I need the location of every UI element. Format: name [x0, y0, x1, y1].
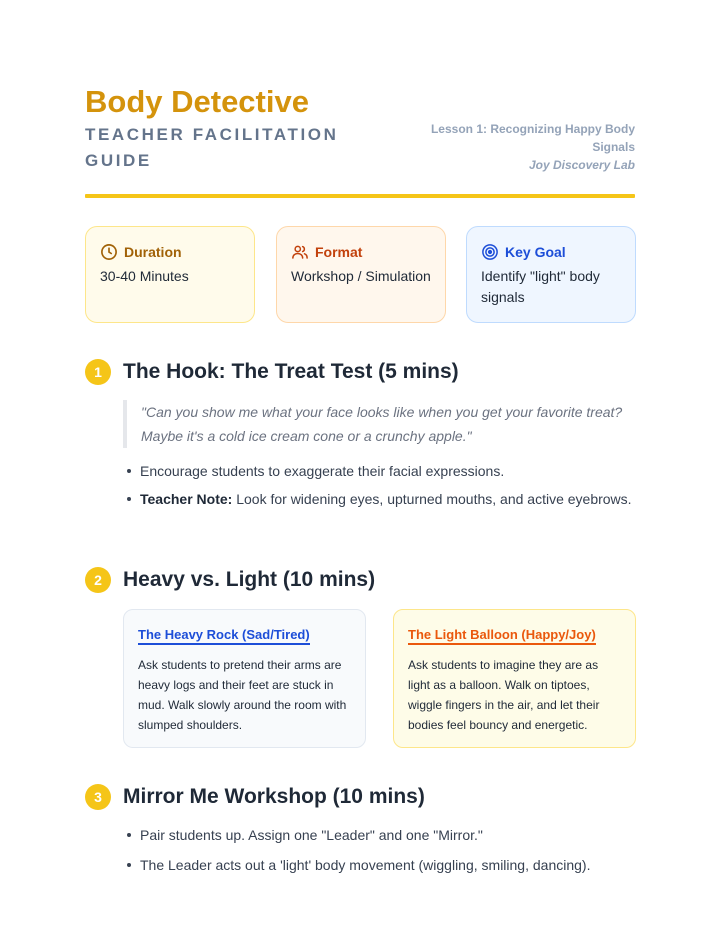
section-2-heading: [85, 567, 375, 593]
section-title: Mirror Me Workshop (10 mins): [123, 785, 425, 808]
duration-label: Duration: [124, 244, 182, 260]
section-number-badge: 3: [85, 784, 111, 810]
page-subtitle: TEACHER FACILITATION GUIDE: [85, 125, 339, 170]
section-3-heading: [85, 784, 425, 810]
list-item: Pair students up. Assign one "Leader" and one "Mirror.": [123, 824, 643, 846]
light-balloon-title: The Light Balloon (Happy/Joy): [408, 627, 596, 645]
header-divider: [85, 194, 635, 198]
lesson-title: Lesson 1: Recognizing Happy Body Signals: [430, 122, 635, 154]
clock-icon: [100, 243, 118, 261]
list-item: The Leader acts out a 'light' body movement (wiggling, smiling, dancing).: [123, 854, 643, 876]
section-number-badge: 1: [85, 359, 111, 385]
light-balloon-text: Ask students to imagine they are as light as a balloon. Walk on tiptoes, wiggle fingers in the air, and let their bodies feel bouncy and energetic.: [408, 658, 600, 732]
goal-card: [466, 226, 636, 323]
info-cards: [85, 226, 636, 323]
duration-card: [85, 226, 255, 323]
heavy-rock-title: The Heavy Rock (Sad/Tired): [138, 627, 310, 645]
format-card: [276, 226, 446, 323]
format-value: Workshop / Simulation: [291, 268, 431, 284]
section-title: Heavy vs. Light (10 mins): [123, 568, 376, 591]
teacher-note-label: Teacher Note:: [140, 491, 233, 507]
lab-name: Joy Discovery Lab: [528, 158, 635, 172]
target-icon: [481, 243, 499, 261]
lesson-meta: [415, 120, 635, 174]
hook-bullet-list: [123, 460, 643, 516]
section-title: The Hook: The Treat Test (5 mins): [123, 360, 459, 383]
page-header: [85, 84, 635, 172]
heavy-rock-card: [123, 609, 366, 748]
goal-value: Identify "light" body signals: [481, 268, 600, 305]
users-icon: [291, 243, 309, 261]
goal-label: Key Goal: [505, 244, 566, 260]
section-number-badge: 2: [85, 567, 111, 593]
list-item: Encourage students to exaggerate their facial expressions.: [123, 460, 643, 482]
duration-value: 30-40 Minutes: [100, 268, 189, 284]
list-item: Teacher Note: Look for widening eyes, upturned mouths, and active eyebrows.: [123, 488, 643, 510]
hook-quote: "Can you show me what your face looks like when you get your favorite treat? Maybe it's a cold ice cream cone or a crunchy apple.": [123, 400, 643, 448]
format-label: Format: [315, 244, 363, 260]
mirror-bullet-list: [123, 824, 643, 882]
heavy-rock-text: Ask students to pretend their arms are heavy logs and their feet are stuck in mud. Walk slowly around the room with slumped shoulders.: [138, 658, 347, 732]
light-balloon-card: [393, 609, 636, 748]
page-title: Body Detective: [85, 84, 309, 119]
section-1-heading: [85, 359, 459, 385]
